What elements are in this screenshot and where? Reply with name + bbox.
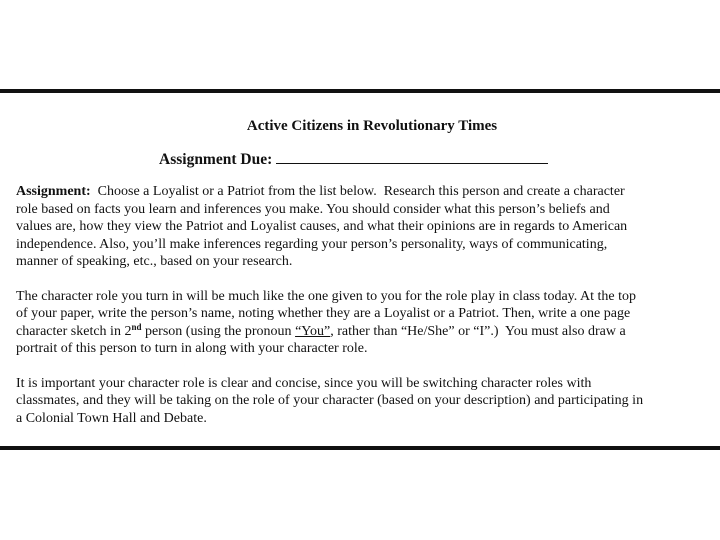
character-role-paragraph <box>16 288 706 358</box>
paragraph-text: character sketch in 2 <box>16 323 132 339</box>
paragraph-line: values are, how they view the Patriot and Loyalist causes, and what their opinions are in regards to American <box>16 219 628 234</box>
document-title: Active Citizens in Revolutionary Times <box>246 118 498 134</box>
paragraph-line: a Colonial Town Hall and Debate. <box>16 410 207 426</box>
paragraph-line: classmates, and they will be taking on the role of your character (based on your description) and participating in <box>16 393 644 408</box>
underlined-pronoun: “You” <box>295 323 331 339</box>
assignment-lead-label: Assignment: <box>16 184 91 199</box>
ordinal-superscript: nd <box>131 321 142 332</box>
paragraph-line: manner of speaking, etc., based on your research. <box>16 254 293 269</box>
paragraph-text: , rather than “He/She” or “I”.) You must also draw a <box>330 323 626 339</box>
assignment-document <box>16 116 706 427</box>
paragraph-line: of your paper, write the person’s name, noting whether they are a Loyalist or a Patriot. Then, write a one page <box>16 306 631 321</box>
paragraph-text: Choose a Loyalist or a Patriot from the list below. Research this person and create a character <box>90 184 625 199</box>
paragraph-line: It is important your character role is clear and concise, since you will be switching character roles with <box>16 375 592 391</box>
paragraph-line: independence. Also, you’ll make inferences regarding your person’s personality, ways of communicating, <box>16 236 608 252</box>
bottom-border-rule <box>0 446 720 450</box>
paragraph-line <box>16 323 706 341</box>
assignment-due-blank <box>276 149 548 164</box>
top-border-rule <box>0 89 720 93</box>
paragraph-text: person (using the pronoun <box>141 323 296 339</box>
paragraph-line: The character role you turn in will be much like the one given to you for the role play in class today. At the top <box>16 288 636 304</box>
paragraph-line <box>16 183 706 201</box>
assignment-paragraph <box>16 183 706 271</box>
importance-paragraph <box>16 375 706 428</box>
paragraph-line: role based on facts you learn and inferences you make. You should consider what this person’s beliefs and <box>16 201 610 217</box>
assignment-due-row <box>16 149 706 170</box>
paragraph-line: portrait of this person to turn in along with your character role. <box>16 341 368 356</box>
assignment-due-label: Assignment Due: <box>159 151 273 168</box>
